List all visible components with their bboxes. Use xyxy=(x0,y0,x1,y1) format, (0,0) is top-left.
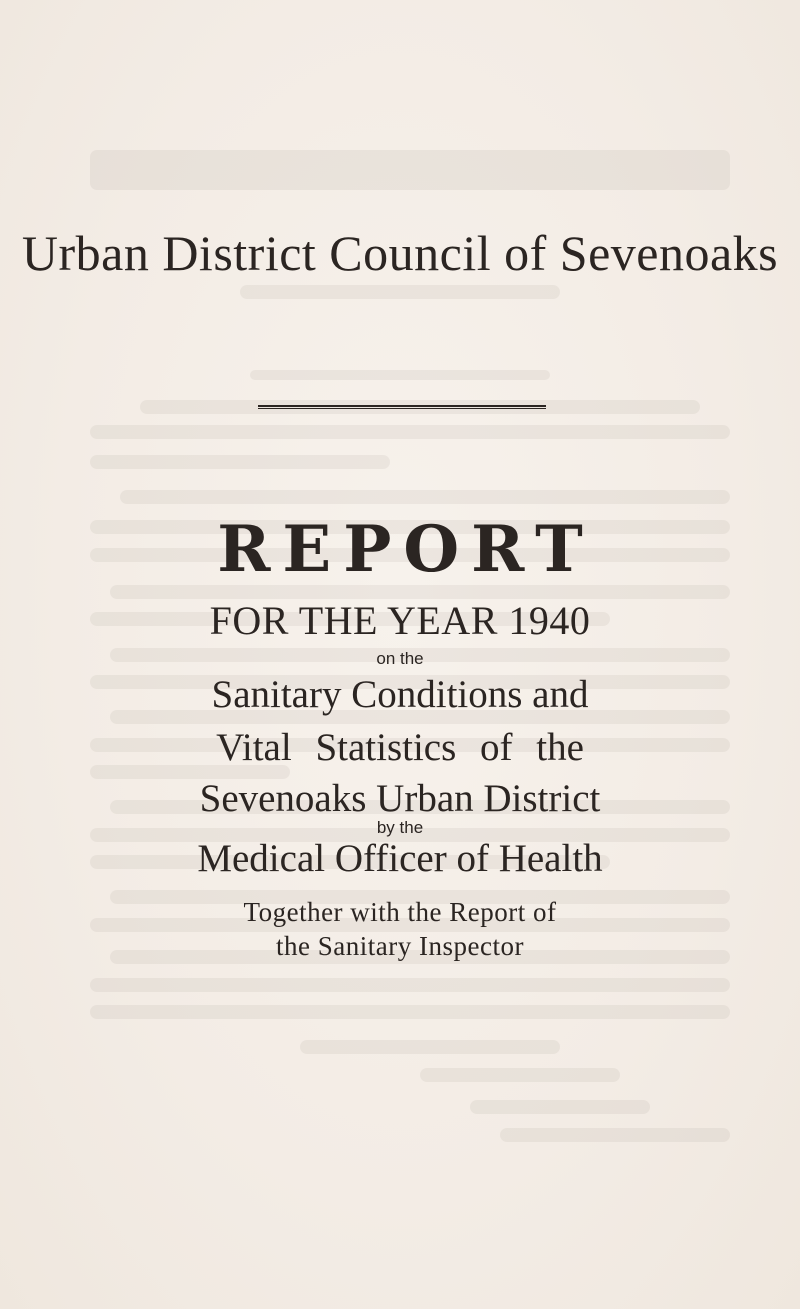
together-line-2: the Sanitary Inspector xyxy=(276,931,524,961)
together-line-1: Together with the Report of xyxy=(243,897,557,927)
council-heading: Urban District Council of Sevenoaks xyxy=(21,225,779,281)
subject-line-3: Sevenoaks Urban District xyxy=(199,777,601,820)
by-the-label: by the xyxy=(376,818,424,837)
subject-line-1: Sanitary Conditions and xyxy=(211,673,589,716)
year-line: FOR THE YEAR 1940 xyxy=(209,598,591,643)
divider-rule xyxy=(258,405,546,409)
on-the-label: on the xyxy=(376,649,424,668)
subject-line-2: Vital Statistics of the xyxy=(216,726,584,769)
author-line: Medical Officer of Health xyxy=(197,837,603,880)
report-title: REPORT xyxy=(217,512,595,587)
